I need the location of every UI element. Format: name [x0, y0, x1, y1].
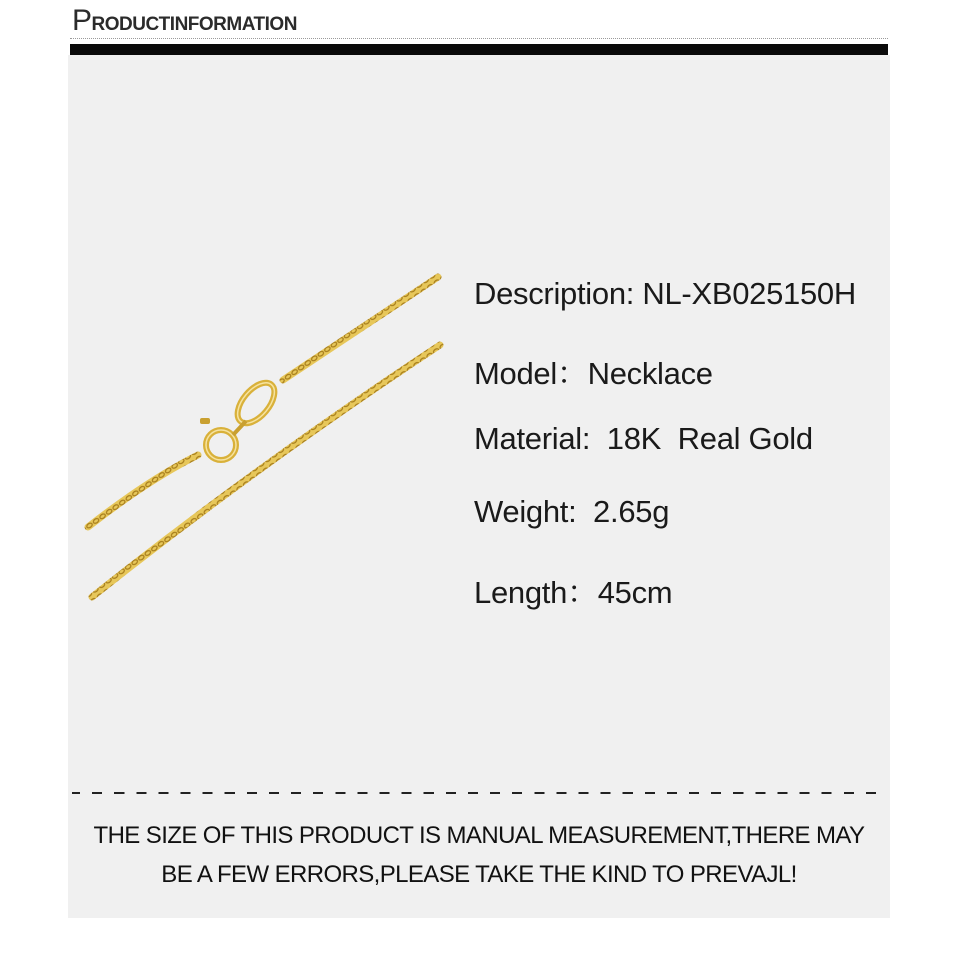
- section-title: [72, 4, 297, 38]
- header-dotted-divider: [70, 38, 888, 39]
- header-rule: [70, 44, 888, 55]
- necklace-image: [78, 265, 448, 615]
- spec-description: Description: NL-XB025150H: [474, 276, 856, 311]
- section-title-rest: RODUCTINFORMATION: [91, 14, 297, 35]
- spec-material: Material: 18K Real Gold: [474, 421, 813, 456]
- spec-model: Model：Necklace: [474, 356, 713, 391]
- dashed-divider: [72, 792, 887, 794]
- section-title-initial: P: [72, 4, 92, 37]
- notice-line-2: BE A FEW ERRORS,PLEASE TAKE THE KIND TO PREVAJL!: [161, 861, 797, 888]
- spec-length: Length：45cm: [474, 575, 673, 610]
- spec-weight: Weight: 2.65g: [474, 494, 670, 529]
- notice-line-1: THE SIZE OF THIS PRODUCT IS MANUAL MEASUREMENT,THERE MAY: [93, 822, 865, 849]
- measurement-notice: [68, 816, 890, 894]
